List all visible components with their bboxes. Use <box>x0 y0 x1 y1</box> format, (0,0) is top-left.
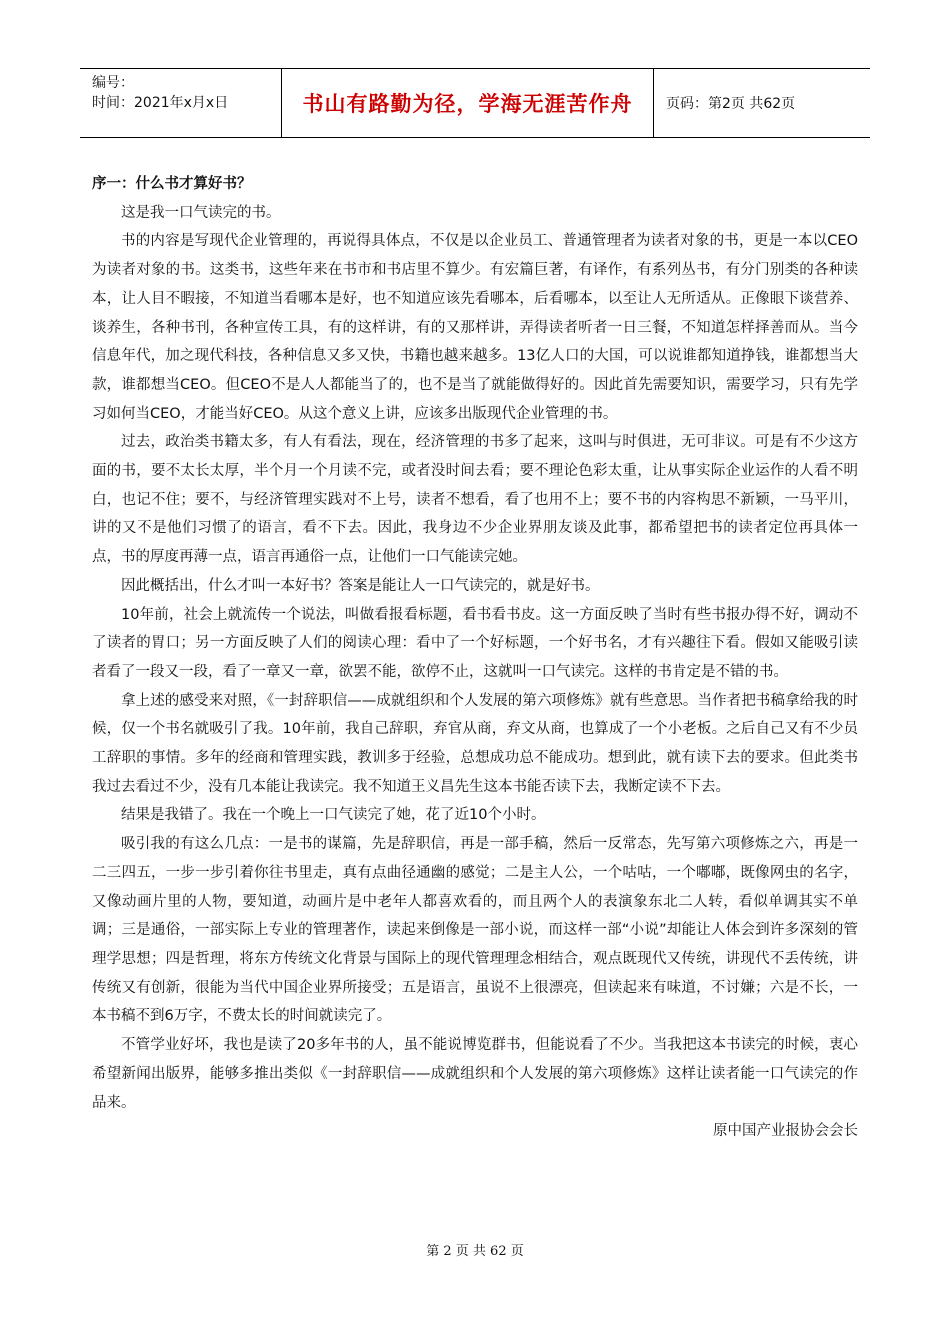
paragraph: 书的内容是写现代企业管理的，再说得具体点，不仅是以企业员工、普通管理者为读者对象的书，更是一本以CEO为读者对象的书。这类书，这些年来在书市和书店里不算少。有宏篇巨著，有译作，有系列丛书，有分门别类的各种读本，让人目不暇接，不知道当看哪本是好，也不知道应该先看哪本，后看哪本，以至让人无所适从。正像眼下谈营养、谈养生，各种书刊，各种宣传工具，有的这样讲，有的又那样讲，弄得读者听者一日三餐，不知道怎样择善而从。当今信息年代，加之现代科技，各种信息又多又快，书籍也越来越多。13亿人口的大国，可以说谁都知道挣钱，谁都想当大款，谁都想当CEO。但CEO不是人人都能当了的，也不是当了就能做得好的。因此首先需要知识，需要学习，只有先学习如何当CEO，才能当好CEO。从这个意义上讲，应该多出版现代企业管理的书。 <box>92 233 858 422</box>
paragraph: 这是我一口气读完的书。 <box>121 204 281 221</box>
paragraph: 结果是我错了。我在一个晚上一口气读完了她，花了近10个小时。 <box>121 807 546 824</box>
paragraph: 过去，政治类书籍太多，有人有看法，现在，经济管理的书多了起来，这叫与时俱进，无可非议。可是有不少这方面的书，要不太长太厚，半个月一个月读不完，或者没时间去看；要不理论色彩太重，让从事实际企业运作的人看不明白，也记不住；要不，与经济管理实践对不上号，读者不想看，看了也用不上；要不书的内容构思不新颖，一马平川，讲的又不是他们习惯了的语言，看不下去。因此，我身边不少企业界朋友谈及此事，都希望把书的读者定位再具体一点，书的厚度再薄一点，语言再通俗一点，让他们一口气能读完她。 <box>92 434 858 566</box>
page-header <box>80 68 870 138</box>
author-signature: 原中国产业报协会会长 <box>713 1123 858 1140</box>
paragraph: 10年前，社会上就流传一个说法，叫做看报看标题，看书看书皮。这一方面反映了当时有些书报办得不好，调动不了读者的胃口；另一方面反映了人们的阅读心理：看中了一个好标题，一个好书名，才有兴趣往下看。假如又能吸引读者看了一段又一段，看了一章又一章，欲罢不能，欲停不止，这就叫一口气读完。这样的书肯定是不错的书。 <box>92 606 858 680</box>
paragraph: 因此概括出，什么才叫一本好书？答案是能让人一口气读完的，就是好书。 <box>121 577 600 594</box>
paragraph: 吸引我的有这么几点：一是书的谋篇，先是辞职信，再是一部手稿，然后一反常态，先写第六项修炼之六，再是一二三四五，一步一步引着你往书里走，真有点曲径通幽的感觉；二是主人公，一个咕咕，一个嘟嘟，既像网虫的名字，又像动画片里的人物，要知道，动画片是中老年人都喜欢看的，而且两个人的表演象东北二人转，看似单调其实不单调；三是通俗，一部实际上专业的管理著作，读起来倒像是一部小说，而这样一部“小说”却能让人体会到许多深刻的管理学思想；四是哲理，将东方传统文化背景与国际上的现代管理理念相结合，观点既现代又传统，讲现代不丢传统，讲传统又有创新，很能为当代中国企业界所接受；五是语言，虽说不上很漂亮，但读起来有味道，不讨嫌；六是不长，一本书稿不到6万字，不费太长的时间就读完了。 <box>92 836 858 1025</box>
page-footer: 第 2 页 共 62 页 <box>426 1244 524 1259</box>
header-meta <box>80 69 282 137</box>
paragraph: 不管学业好坏，我也是读了20多年书的人，虽不能说博览群书，但能说看了不少。当我把这本书读完的时候，衷心希望新闻出版界，能够多推出类似《一封辞职信——成就组织和个人发展的第六项修炼》这样让读者能一口气读完的作品来。 <box>92 1037 858 1111</box>
paragraph: 拿上述的感受来对照，《一封辞职信——成就组织和个人发展的第六项修炼》就有些意思。当作者把书稿拿给我的时候，仅一个书名就吸引了我。10年前，我自己辞职，弃官从商，弃文从商，也算成了一个小老板。之后自己又有不少员工辞职的事情。多年的经商和管理实践，教训多于经验，总想成功总不能成功。想到此，就有读下去的要求。但此类书我过去看过不少，没有几本能让我读完。我不知道王义昌先生这本书能否读下去，我断定读不下去。 <box>92 692 858 795</box>
header-page-info: 页码：第2页 共62页 <box>666 96 796 112</box>
section-heading: 序一：什么书才算好书？ <box>92 176 252 192</box>
header-motto: 书山有路勤为径，学海无涯苦作舟 <box>282 69 654 137</box>
document-body <box>92 170 858 1146</box>
date-label: 时间：2021年x月x日 <box>92 95 229 111</box>
number-label: 编号： <box>92 75 134 91</box>
